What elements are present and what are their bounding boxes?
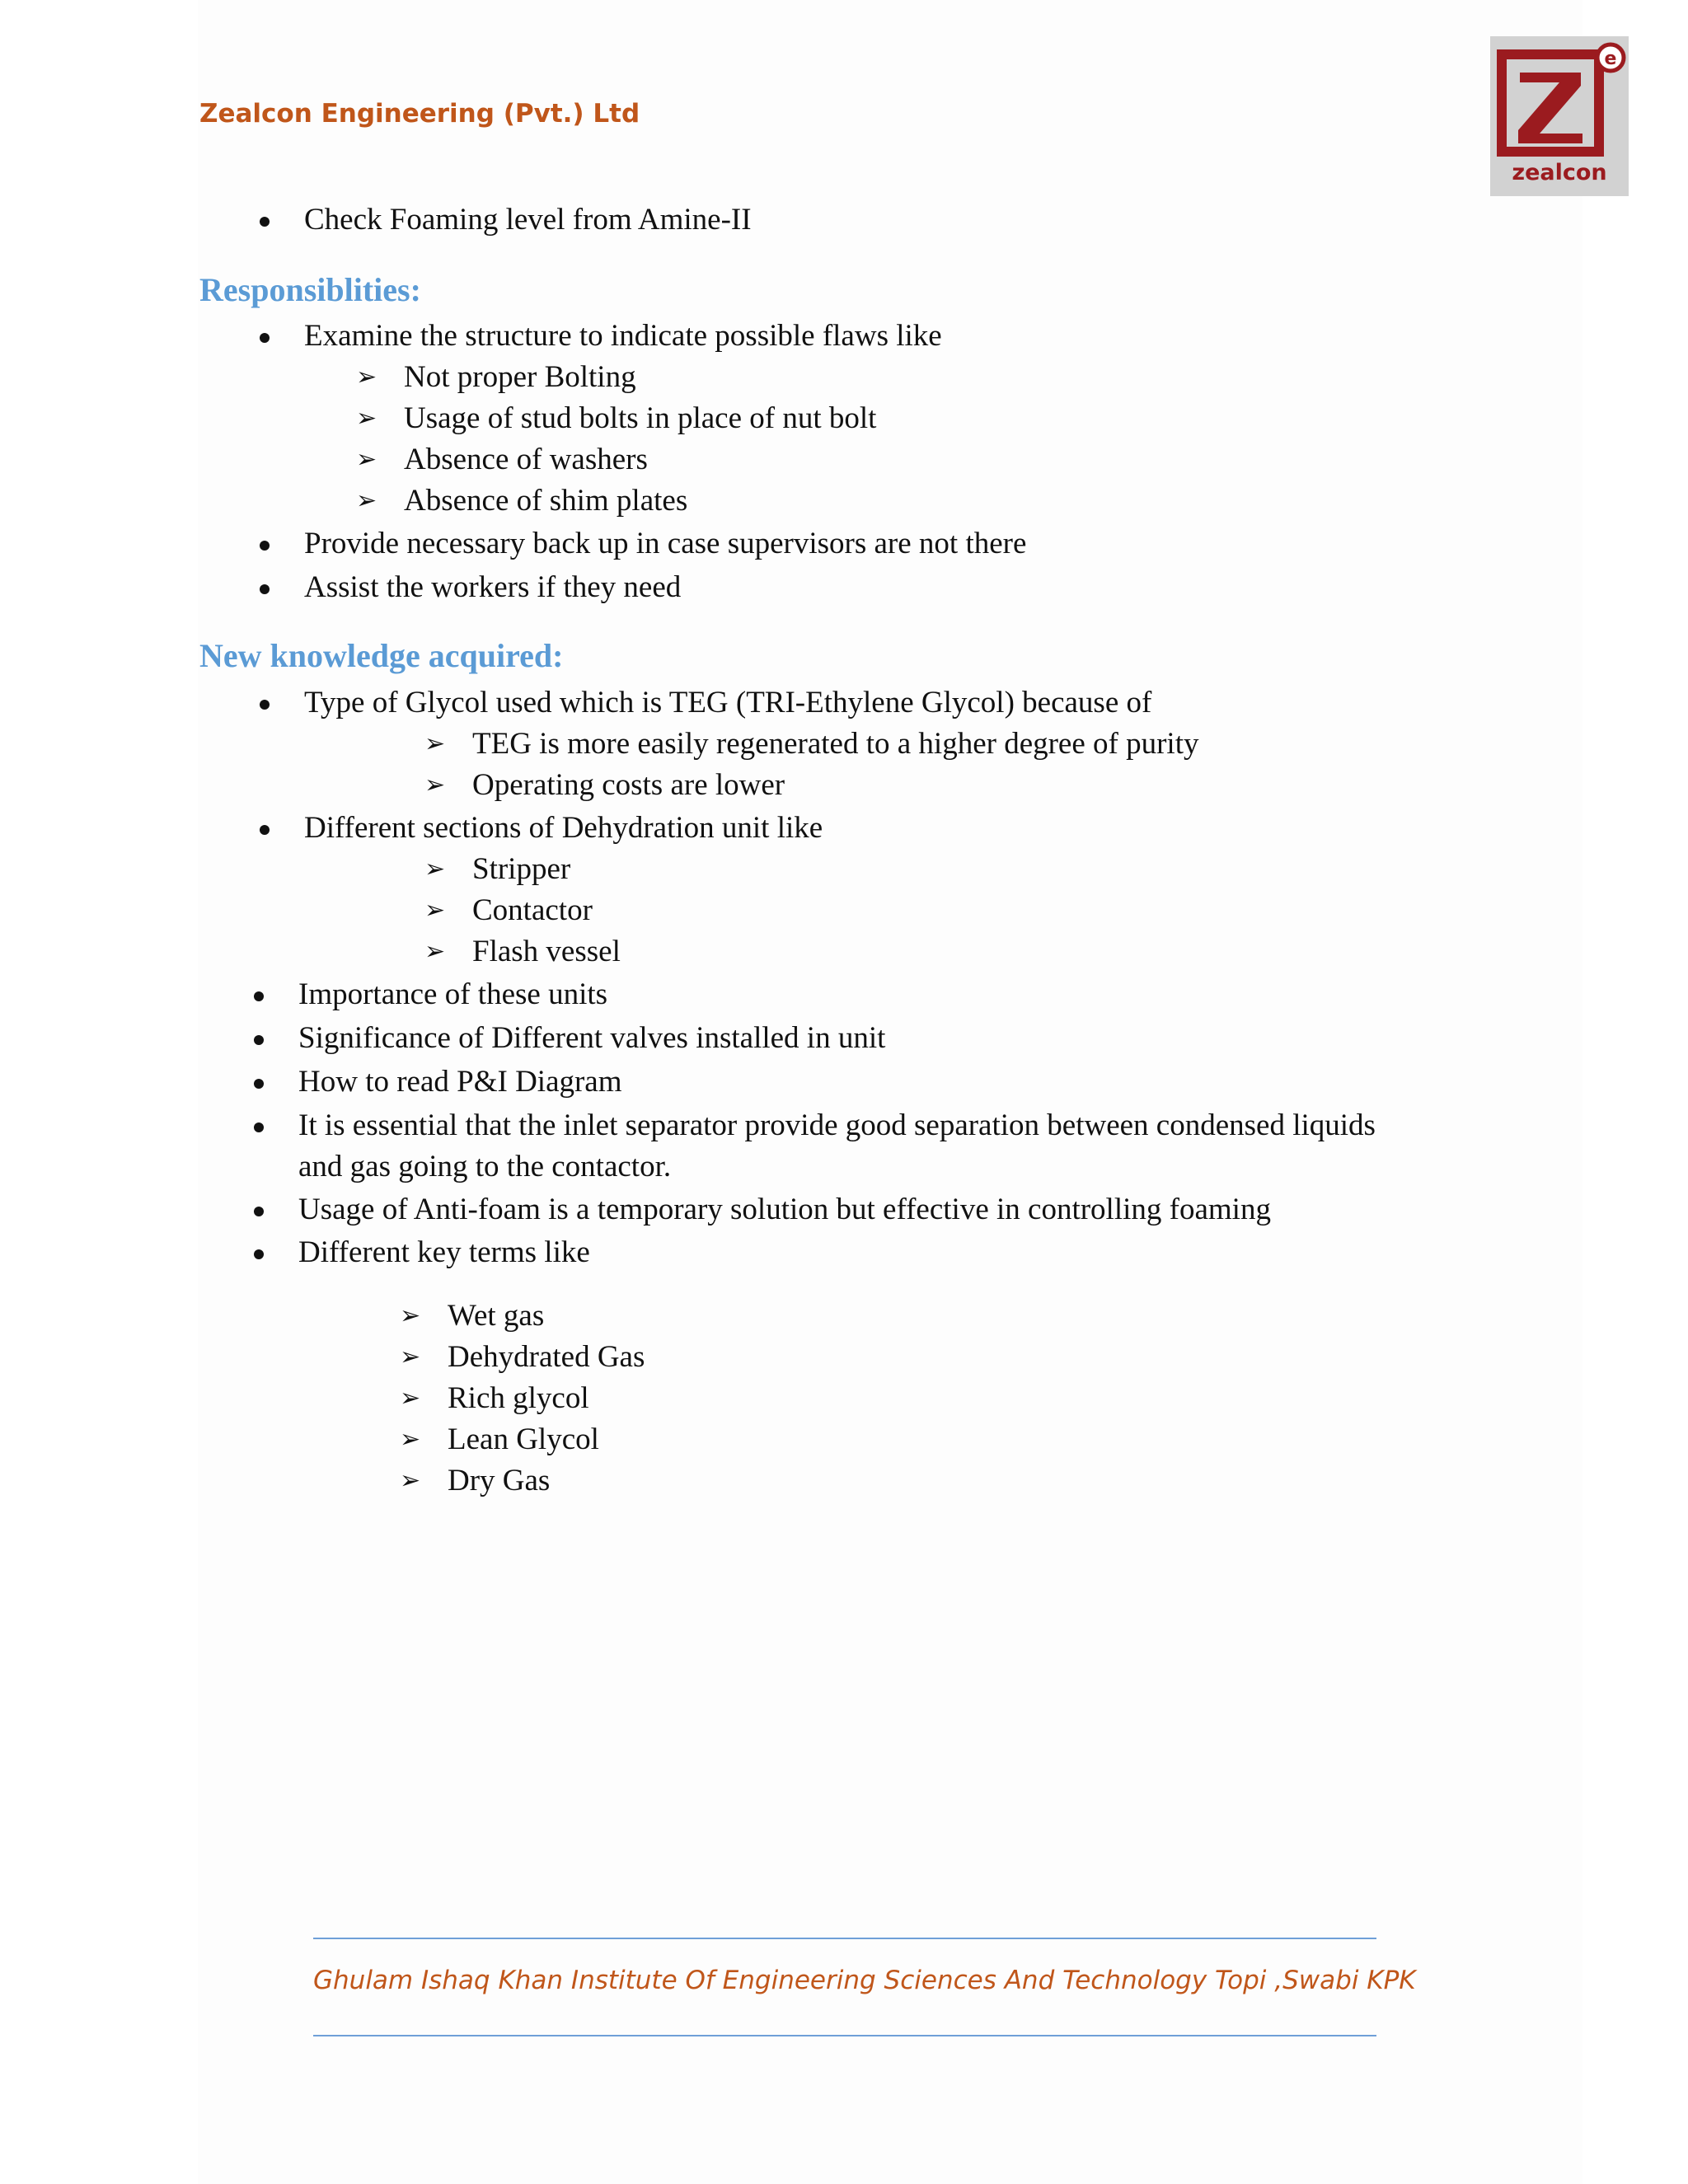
sub-list-item: ➢ Usage of stud bolts in place of nut bolt bbox=[404, 398, 876, 439]
list-item: How to read P&I Diagram bbox=[298, 1062, 622, 1103]
zealcon-logo bbox=[1490, 36, 1629, 196]
sub-list-item: ➢ Flash vessel bbox=[472, 931, 621, 972]
knowledge-heading: New knowledge acquired: bbox=[199, 637, 564, 674]
list-item: Importance of these units bbox=[298, 974, 607, 1015]
sub-list-item: ➢ Stripper bbox=[472, 849, 570, 890]
list-item: Different sections of Dehydration unit like bbox=[304, 808, 823, 849]
sub-list-item: ➢ Dry Gas bbox=[448, 1460, 550, 1502]
list-item: Assist the workers if they need bbox=[304, 567, 681, 608]
footer-top-rule bbox=[313, 1938, 1376, 1939]
list-item: Examine the structure to indicate possible flaws like bbox=[304, 316, 942, 357]
sub-list-item: ➢ Operating costs are lower bbox=[472, 765, 785, 806]
sub-list-item: ➢ Contactor bbox=[472, 890, 593, 931]
sub-list-item: ➢ Lean Glycol bbox=[448, 1419, 599, 1460]
list-item-continuation: and gas going to the contactor. bbox=[298, 1150, 672, 1183]
sub-list-item: ➢ Not proper Bolting bbox=[404, 357, 636, 398]
list-item: Check Foaming level from Amine-II bbox=[304, 199, 752, 241]
header-company-name: Zealcon Engineering (Pvt.) Ltd bbox=[199, 99, 640, 129]
logo-wordmark: zealcon bbox=[1512, 160, 1607, 185]
list-item: Significance of Different valves installed in unit bbox=[298, 1018, 885, 1059]
sub-list-item: ➢ Wet gas bbox=[448, 1296, 544, 1337]
logo-superscript: e bbox=[1604, 49, 1617, 69]
sub-list-item: ➢ Absence of shim plates bbox=[404, 480, 687, 522]
responsibilities-heading: Responsiblities: bbox=[199, 271, 421, 308]
footer-bottom-rule bbox=[313, 2035, 1376, 2036]
list-item: Provide necessary back up in case supervisors are not there bbox=[304, 523, 1026, 565]
list-item: Type of Glycol used which is TEG (TRI-Ethylene Glycol) because of bbox=[304, 682, 1151, 724]
list-item: Different key terms like bbox=[298, 1232, 590, 1273]
list-item: It is essential that the inlet separator provide good separation between condensed liquids bbox=[298, 1105, 1376, 1146]
footer-institute: Ghulam Ishaq Khan Institute Of Engineering Sciences And Technology Topi ,Swabi KPK bbox=[313, 1966, 1416, 1995]
sub-list-item: ➢ Dehydrated Gas bbox=[448, 1337, 645, 1378]
list-item: Usage of Anti-foam is a temporary solution but effective in controlling foaming bbox=[298, 1189, 1271, 1230]
sub-list-item: ➢ Rich glycol bbox=[448, 1378, 589, 1419]
sub-list-item: ➢ Absence of washers bbox=[404, 439, 648, 480]
sub-list-item: ➢ TEG is more easily regenerated to a higher degree of purity bbox=[472, 724, 1198, 765]
